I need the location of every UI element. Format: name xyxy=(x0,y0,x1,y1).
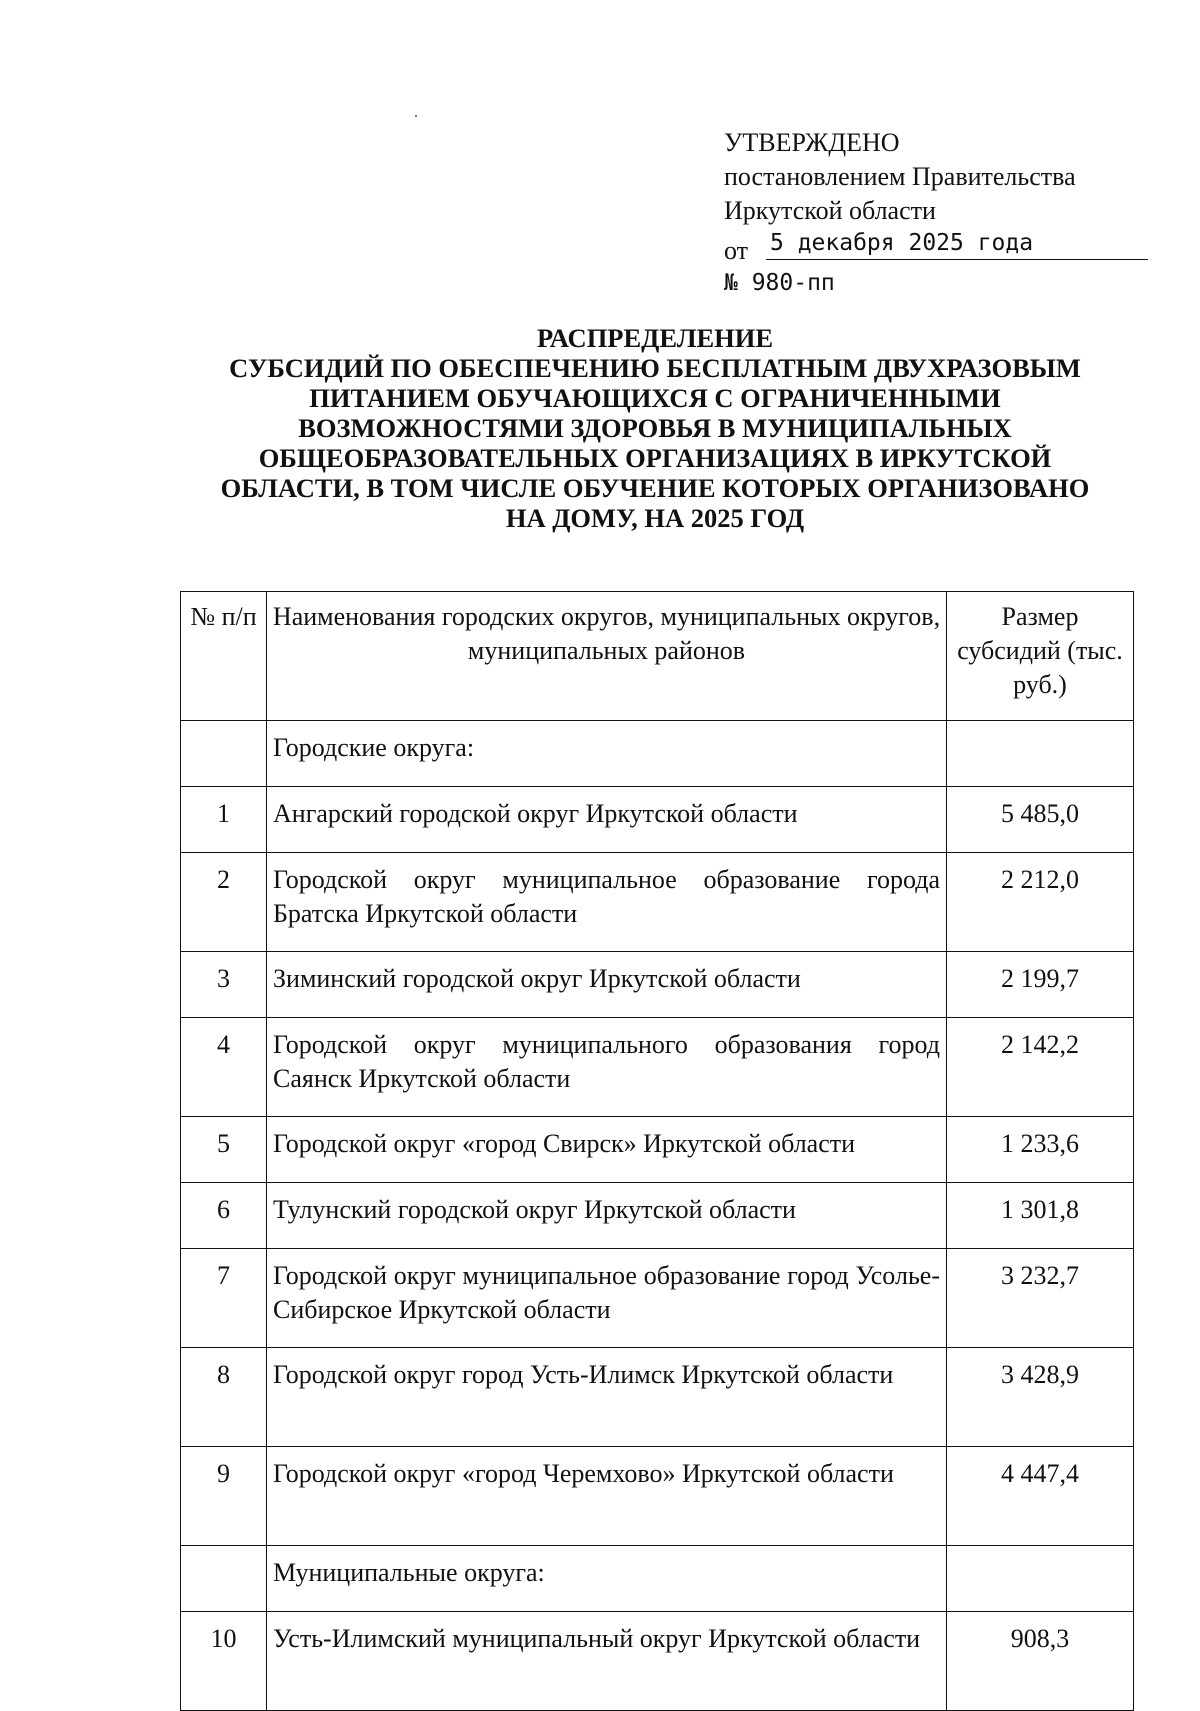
row-number: 10 xyxy=(181,1612,267,1711)
approval-heading: УТВЕРЖДЕНО xyxy=(724,128,900,157)
title-line: ПИТАНИЕМ ОБУЧАЮЩИХСЯ С ОГРАНИЧЕННЫМИ xyxy=(309,383,1001,413)
table-header-row xyxy=(181,592,1134,721)
title-line: ОБЩЕОБРАЗОВАТЕЛЬНЫХ ОРГАНИЗАЦИЯХ В ИРКУТСКОЙ xyxy=(258,443,1052,473)
section-number-cell xyxy=(181,721,267,787)
date-prefix: от xyxy=(724,236,749,265)
section-row-municipal xyxy=(181,1546,1134,1612)
row-name: Городской округ «город Черемхово» Иркутской области xyxy=(267,1447,947,1546)
row-amount: 5 485,0 xyxy=(947,787,1134,853)
row-name: Городской округ город Усть-Илимск Иркутской области xyxy=(267,1348,947,1447)
row-number: 2 xyxy=(181,853,267,952)
table-row xyxy=(181,1249,1134,1348)
title-line: РАСПРЕДЕЛЕНИЕ xyxy=(536,323,774,353)
row-amount: 908,3 xyxy=(947,1612,1134,1711)
subsidy-table xyxy=(180,591,1134,1711)
scan-speck xyxy=(415,115,417,117)
row-name: Городской округ муниципального образования город Саянск Иркутской области xyxy=(267,1018,947,1117)
section-label-municipal: Муниципальные округа: xyxy=(267,1546,947,1612)
row-number: 3 xyxy=(181,952,267,1018)
row-number: 7 xyxy=(181,1249,267,1348)
table-row xyxy=(181,853,1134,952)
row-name: Тулунский городской округ Иркутской области xyxy=(267,1183,947,1249)
header-amount: Размер субсидий (тыс. руб.) xyxy=(947,592,1134,721)
section-number-cell xyxy=(181,1546,267,1612)
row-amount: 1 301,8 xyxy=(947,1183,1134,1249)
row-name: Городской округ муниципальное образование города Братска Иркутской области xyxy=(267,853,947,952)
title-line: ВОЗМОЖНОСТЯМИ ЗДОРОВЬЯ В МУНИЦИПАЛЬНЫХ xyxy=(298,413,1012,443)
row-amount: 3 428,9 xyxy=(947,1348,1134,1447)
row-number: 1 xyxy=(181,787,267,853)
table-row xyxy=(181,952,1134,1018)
approval-date-row xyxy=(724,228,1124,265)
row-number: 4 xyxy=(181,1018,267,1117)
row-number: 6 xyxy=(181,1183,267,1249)
row-amount: 4 447,4 xyxy=(947,1447,1134,1546)
row-name: Зиминский городской округ Иркутской области xyxy=(267,952,947,1018)
approval-stamp xyxy=(724,126,1124,296)
row-amount: 1 233,6 xyxy=(947,1117,1134,1183)
table-row xyxy=(181,1117,1134,1183)
title-line: НА ДОМУ, НА 2025 ГОД xyxy=(505,503,805,533)
header-number: № п/п xyxy=(181,592,267,721)
row-name: Городской округ муниципальное образование город Усолье-Сибирское Иркутской области xyxy=(267,1249,947,1348)
table-row xyxy=(181,1183,1134,1249)
row-amount: 2 142,2 xyxy=(947,1018,1134,1117)
approval-date: 5 декабря 2025 года xyxy=(770,230,1034,256)
row-amount: 2 199,7 xyxy=(947,952,1134,1018)
section-amount-cell xyxy=(947,721,1134,787)
row-number: 9 xyxy=(181,1447,267,1546)
date-underline xyxy=(766,259,1148,260)
row-amount: 3 232,7 xyxy=(947,1249,1134,1348)
table-row xyxy=(181,1348,1134,1447)
row-name: Усть-Илимский муниципальный округ Иркутской области xyxy=(267,1612,947,1711)
table-row xyxy=(181,787,1134,853)
section-row-city xyxy=(181,721,1134,787)
approval-line-region: Иркутской области xyxy=(724,196,936,225)
header-name: Наименования городских округов, муниципальных округов, муниципальных районов xyxy=(267,592,947,721)
row-name: Ангарский городской округ Иркутской области xyxy=(267,787,947,853)
row-number: 5 xyxy=(181,1117,267,1183)
title-line: ОБЛАСТИ, В ТОМ ЧИСЛЕ ОБУЧЕНИЕ КОТОРЫХ ОРГАНИЗОВАНО xyxy=(220,473,1090,503)
document-title xyxy=(130,323,1180,533)
section-amount-cell xyxy=(947,1546,1134,1612)
row-number: 8 xyxy=(181,1348,267,1447)
table-row xyxy=(181,1612,1134,1711)
row-name: Городской округ «город Свирск» Иркутской области xyxy=(267,1117,947,1183)
table-row xyxy=(181,1018,1134,1117)
row-amount: 2 212,0 xyxy=(947,853,1134,952)
section-label-city: Городские округа: xyxy=(267,721,947,787)
table-row xyxy=(181,1447,1134,1546)
approval-line-resolution: постановлением Правительства xyxy=(724,162,1076,191)
approval-number: № 980-пп xyxy=(724,270,835,296)
title-line: СУБСИДИЙ ПО ОБЕСПЕЧЕНИЮ БЕСПЛАТНЫМ ДВУХРАЗОВЫМ xyxy=(229,353,1081,383)
